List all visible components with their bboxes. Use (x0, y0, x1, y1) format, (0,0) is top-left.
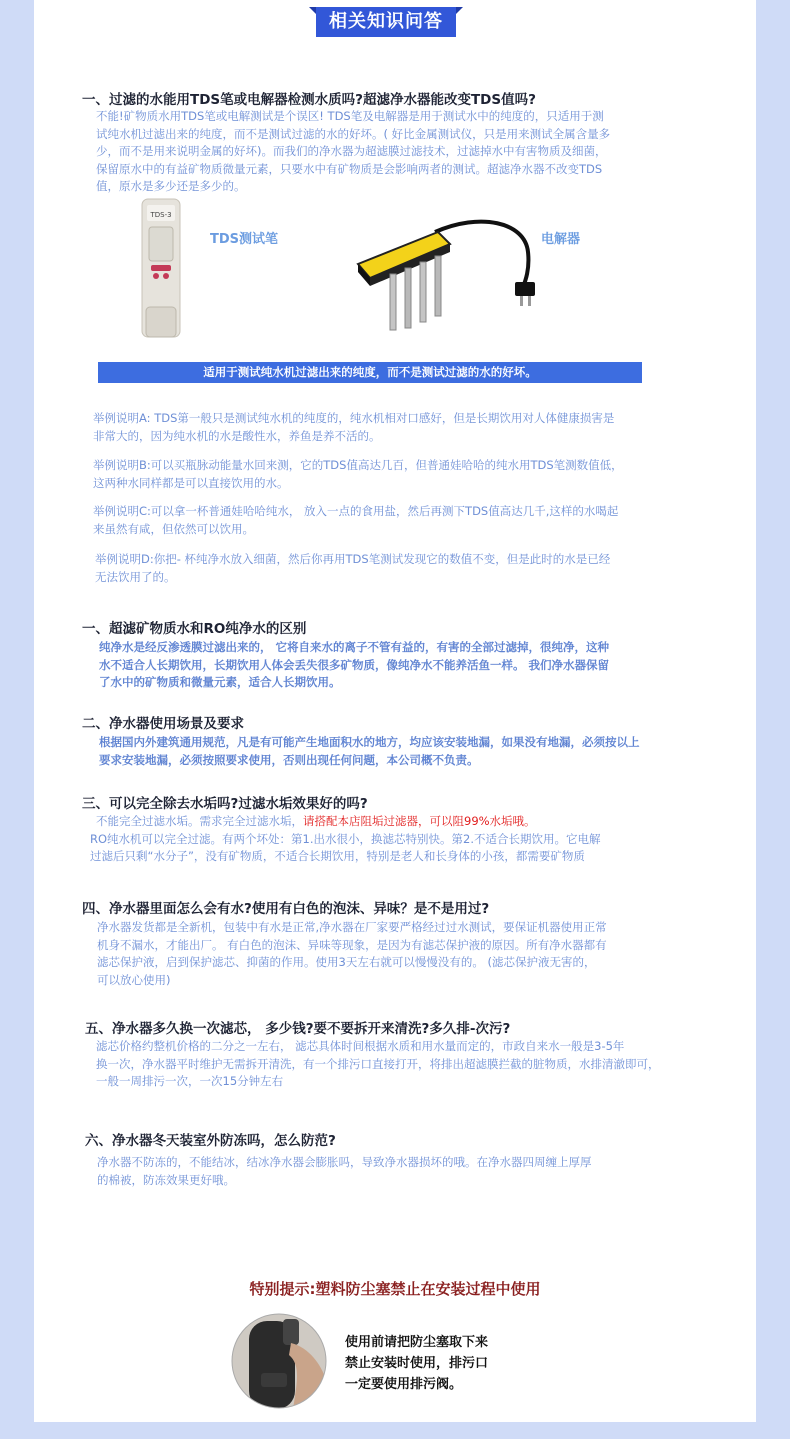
s3-title: 三、可以完全除去水垢吗?过滤水垢效果好的吗? (82, 796, 368, 812)
electrolyzer-image (350, 212, 555, 342)
example-d: 举例说明D:你把- 杯纯净水放入细菌，然后你再用TDS笔测试发现它的数值不变，但是此时的水是已经 无法饮用了的。 (95, 552, 611, 584)
tds-pen-image (136, 195, 188, 345)
q1-title: 一、过滤的水能用TDS笔或电解器检测水质吗?超滤净水器能改变TDS值吗? (82, 92, 536, 108)
s1-body: 纯净水是经反渗透膜过滤出来的， 它将自来水的离子不管有益的，有害的全部过滤掉，很纯净，这种 水不适合人长期饮用，长期饮用人体会丢失很多矿物质，像纯净水不能养活鱼一样。 我们净水器保留 了水中的矿物质和微量元素，适合人长期饮用。 (99, 640, 609, 689)
s5-body: 滤芯价格约整机价格的二分之一左右， 滤芯具体时间根据水质和用水量而定的，市政自来水一般是3-5年 换一次，净水器平时维护无需拆开清洗，有一个排污口直接打开，将排出超滤膜拦截的脏物质，水排清澈即可， 一般一周排污一次，一次15分钟左右 (96, 1039, 660, 1088)
tds-pen-label: TDS-3 (150, 211, 172, 219)
info-bar: 适用于测试纯水机过滤出来的纯度，而不是测试过滤的水的好坏。 (98, 362, 642, 383)
q1-body: 不能!矿物质水用TDS笔或电解测试是个误区! TDS笔及电解器是用于测试水中的纯度的，只适用于测 试纯水机过滤出来的纯度，而不是测试过滤的水的好坏。( 好比金属测试仪，只是用来测试全属含量多 少，而不是用来说明金属的好坏)。而我们的净水器为超滤膜过滤技术，过滤掉水中有害物质及细菌， 保留原水中的有益矿物质微量元素，只要水中有矿物质是会影响两者的测试。超滤净水器不改变TDS 值，原水是多少还是多少的。 (96, 109, 611, 193)
electrolyzer-caption: 电解器 (541, 232, 581, 247)
special-note-body: 使用前请把防尘塞取下来 禁止安装时使用，排污口 一定要使用排污阀。 (345, 1335, 489, 1392)
s3-red-note: 请搭配本店阻垢过滤器，可以阻99%水垢哦。 (303, 814, 536, 828)
s2-body: 根据国内外建筑通用规范，凡是有可能产生地面积水的地方，均应该安装地漏，如果没有地漏，必须按以上 要求安装地漏，必须按照要求使用，否则出现任何问题，本公司概不负责。 (99, 735, 640, 767)
s6-title: 六、净水器冬天装室外防冻吗，怎么防范? (85, 1133, 336, 1149)
s1-title: 一、超滤矿物质水和RO纯净水的区别 (82, 621, 307, 637)
example-b: 举例说明B:可以买瓶脉动能量水回来测，它的TDS值高达几百，但普通娃哈哈的纯水用TDS笔测数值低， 这两种水同样都是可以直接饮用的水。 (93, 458, 623, 490)
s3-body: 不能完全过滤水垢。需求完全过滤水垢，请搭配本店阻垢过滤器，可以阻99%水垢哦。 RO纯水机可以完全过滤。有两个坏处：第1.出水很小，换滤芯特别快。第2.不适合长期饮用。它电解 过滤后只剩“水分子”，没有矿物质，不适合长期饮用，特别是老人和长身体的小孩，都需要矿物质 (90, 814, 601, 863)
s4-body: 净水器发货都是全新机，包装中有水是正常,净水器在厂家要严格经过过水测试，要保证机器使用正常 机身不漏水，才能出厂。 有白色的泡沫、异味等现象，是因为有滤芯保护液的原因。所有净水器都有 滤芯保护液，启到保护滤芯、抑菌的作用。使用3天左右就可以慢慢没有的。 (滤芯保护液无害的， 可以放心使用) (97, 920, 607, 987)
section-banner: 相关知识问答 (316, 7, 456, 37)
s2-title: 二、净水器使用场景及要求 (82, 716, 244, 732)
dust-plug-photo (231, 1313, 327, 1409)
example-a: 举例说明A: TDS第一般只是测试纯水机的纯度的，纯水机相对口感好，但是长期饮用对人体健康损害是 非常大的，因为纯水机的水是酸性水，养鱼是养不活的。 (93, 411, 615, 443)
s5-title: 五、净水器多久换一次滤芯， 多少钱?要不要拆开来清洗?多久排-次污? (85, 1021, 511, 1037)
tds-pen-caption: TDS测试笔 (210, 232, 279, 247)
s6-body: 净水器不防冻的，不能结冰，结冰净水器会膨胀吗，导致净水器损坏的哦。在净水器四周缠上厚厚 的棉被，防冻效果更好哦。 (97, 1155, 592, 1187)
special-note-title: 特别提示:塑料防尘塞禁止在安装过程中使用 (249, 1280, 541, 1298)
s4-title: 四、净水器里面怎么会有水?使用有白色的泡沫、异味？是不是用过? (82, 901, 490, 917)
example-c: 举例说明C:可以拿一杯普通娃哈哈纯水， 放入一点的食用盐，然后再测下TDS值高达几千,这样的水喝起 来虽然有咸，但依然可以饮用。 (93, 504, 619, 536)
